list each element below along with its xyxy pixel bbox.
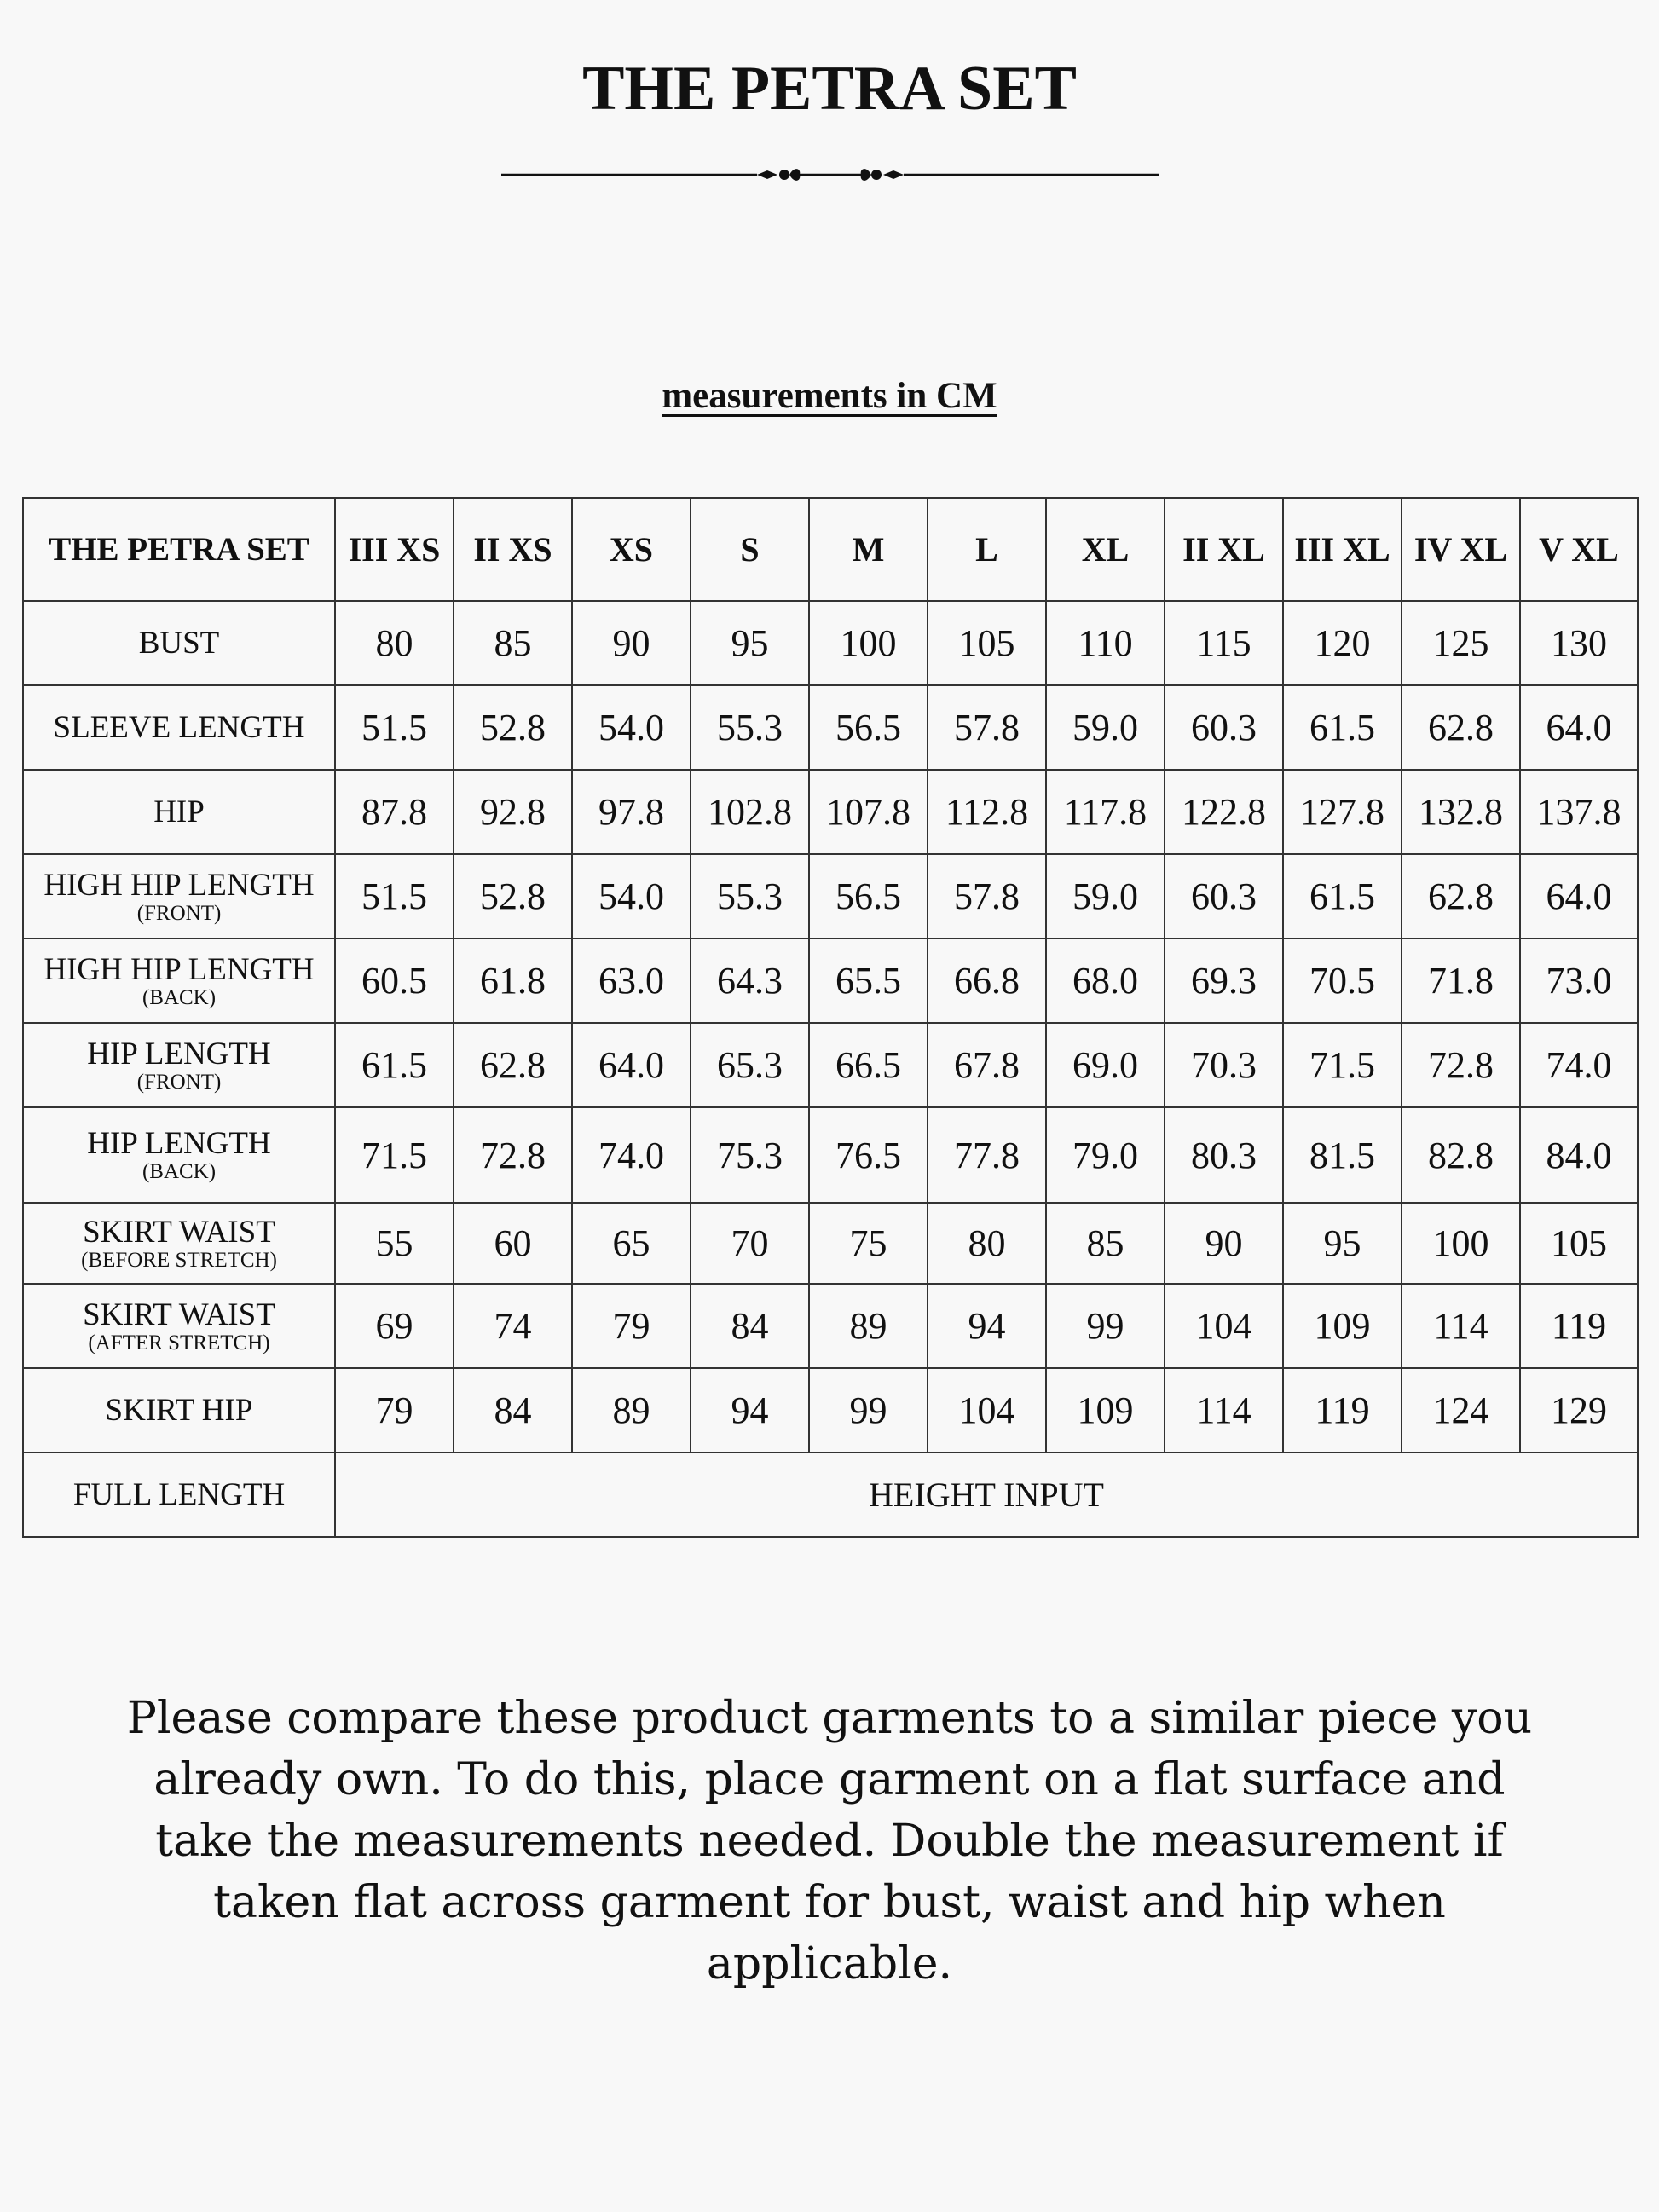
row-label <box>23 1107 335 1203</box>
table-row <box>23 1203 1638 1284</box>
size-header: IV XL <box>1402 498 1520 601</box>
measurement-cell: 115 <box>1165 601 1283 685</box>
measurement-cell: 79 <box>335 1368 454 1453</box>
measurement-cell: 94 <box>691 1368 809 1453</box>
measurement-cell: 71.5 <box>335 1107 454 1203</box>
measurement-cell: 66.5 <box>809 1023 928 1107</box>
measurement-cell: 64.0 <box>1520 854 1638 939</box>
measurement-cell: 77.8 <box>928 1107 1046 1203</box>
measurement-cell: 107.8 <box>809 770 928 854</box>
measurement-cell: 65.3 <box>691 1023 809 1107</box>
row-label: FULL LENGTH <box>23 1453 335 1537</box>
measurement-cell: 80 <box>335 601 454 685</box>
measurement-cell: 54.0 <box>572 685 691 770</box>
row-label-note: (BACK) <box>142 985 217 1009</box>
table-row <box>23 685 1638 770</box>
measurement-cell: 104 <box>1165 1284 1283 1368</box>
measurement-cell: 70.5 <box>1283 939 1402 1023</box>
row-label-note: (AFTER STRETCH) <box>88 1331 270 1354</box>
measurement-cell: 74.0 <box>1520 1023 1638 1107</box>
measurement-cell: 119 <box>1520 1284 1638 1368</box>
measurement-cell: 90 <box>1165 1203 1283 1284</box>
row-label <box>23 1023 335 1107</box>
measurement-cell: 65.5 <box>809 939 928 1023</box>
full-length-value: HEIGHT INPUT <box>335 1453 1638 1537</box>
measurement-cell: 52.8 <box>454 685 572 770</box>
row-label-text: SKIRT HIP <box>105 1392 253 1428</box>
size-header: XL <box>1046 498 1165 601</box>
table-row <box>23 1107 1638 1203</box>
measurement-cell: 71.8 <box>1402 939 1520 1023</box>
row-label-note: (FRONT) <box>136 1070 222 1094</box>
measurement-cell: 89 <box>572 1368 691 1453</box>
measurement-cell: 76.5 <box>809 1107 928 1203</box>
measurement-cell: 104 <box>928 1368 1046 1453</box>
row-label <box>23 939 335 1023</box>
size-header: XS <box>572 498 691 601</box>
measurement-cell: 95 <box>1283 1203 1402 1284</box>
measurement-cell: 72.8 <box>1402 1023 1520 1107</box>
measurement-cell: 57.8 <box>928 685 1046 770</box>
measurement-cell: 90 <box>572 601 691 685</box>
measurement-cell: 59.0 <box>1046 685 1165 770</box>
measurement-cell: 122.8 <box>1165 770 1283 854</box>
measurement-cell: 55 <box>335 1203 454 1284</box>
measurement-cell: 117.8 <box>1046 770 1165 854</box>
measurement-cell: 61.5 <box>1283 685 1402 770</box>
measurement-cell: 52.8 <box>454 854 572 939</box>
measurement-cell: 60.3 <box>1165 685 1283 770</box>
measurement-cell: 69.3 <box>1165 939 1283 1023</box>
measurement-cell: 84 <box>691 1284 809 1368</box>
row-label-text: HIP LENGTH <box>87 1126 271 1161</box>
measurement-cell: 56.5 <box>809 685 928 770</box>
measurement-cell: 114 <box>1165 1368 1283 1453</box>
measurement-cell: 95 <box>691 601 809 685</box>
measurement-cell: 61.8 <box>454 939 572 1023</box>
row-label-text: HIGH HIP LENGTH <box>43 951 315 987</box>
row-label-note: (FRONT) <box>136 901 222 925</box>
measurement-cell: 63.0 <box>572 939 691 1023</box>
measurement-cell: 70.3 <box>1165 1023 1283 1107</box>
measurement-cell: 70 <box>691 1203 809 1284</box>
measurement-cell: 120 <box>1283 601 1402 685</box>
measurement-cell: 132.8 <box>1402 770 1520 854</box>
table-row <box>23 1023 1638 1107</box>
row-label <box>23 854 335 939</box>
measurement-cell: 105 <box>1520 1203 1638 1284</box>
measurement-cell: 127.8 <box>1283 770 1402 854</box>
measurement-cell: 80 <box>928 1203 1046 1284</box>
measurement-cell: 84.0 <box>1520 1107 1638 1203</box>
measurement-cell: 100 <box>1402 1203 1520 1284</box>
measurement-cell: 79.0 <box>1046 1107 1165 1203</box>
measurement-cell: 62.8 <box>454 1023 572 1107</box>
table-row <box>23 854 1638 939</box>
measurement-cell: 82.8 <box>1402 1107 1520 1203</box>
row-label-note: (BACK) <box>142 1160 217 1183</box>
measurement-cell: 114 <box>1402 1284 1520 1368</box>
measurement-cell: 79 <box>572 1284 691 1368</box>
measurement-cell: 81.5 <box>1283 1107 1402 1203</box>
measurement-cell: 65 <box>572 1203 691 1284</box>
measurement-cell: 73.0 <box>1520 939 1638 1023</box>
size-header: III XS <box>335 498 454 601</box>
measurement-cell: 51.5 <box>335 685 454 770</box>
measurement-cell: 99 <box>809 1368 928 1453</box>
size-chart-table <box>22 497 1639 1538</box>
row-label-text: BUST <box>138 625 220 661</box>
row-label-text: HIP LENGTH <box>87 1036 271 1071</box>
table-row-full-length <box>23 1453 1638 1537</box>
measurement-cell: 69 <box>335 1284 454 1368</box>
measurement-cell: 112.8 <box>928 770 1046 854</box>
measurement-cell: 62.8 <box>1402 854 1520 939</box>
row-label-text: HIP <box>153 794 205 829</box>
measurement-cell: 75 <box>809 1203 928 1284</box>
size-header: L <box>928 498 1046 601</box>
measurement-cell: 130 <box>1520 601 1638 685</box>
measurement-cell: 85 <box>1046 1203 1165 1284</box>
measurement-cell: 129 <box>1520 1368 1638 1453</box>
table-body <box>23 601 1638 1537</box>
measurement-cell: 60.3 <box>1165 854 1283 939</box>
measurement-cell: 61.5 <box>1283 854 1402 939</box>
measurement-cell: 97.8 <box>572 770 691 854</box>
row-label <box>23 1368 335 1453</box>
row-label <box>23 601 335 685</box>
measurement-cell: 54.0 <box>572 854 691 939</box>
row-label-note: (BEFORE STRETCH) <box>81 1248 277 1272</box>
measurement-cell: 60.5 <box>335 939 454 1023</box>
table-row <box>23 939 1638 1023</box>
ornamental-divider <box>501 162 1159 188</box>
measurement-cell: 56.5 <box>809 854 928 939</box>
measurement-cell: 94 <box>928 1284 1046 1368</box>
measurement-cell: 74.0 <box>572 1107 691 1203</box>
measurement-cell: 85 <box>454 601 572 685</box>
measurement-cell: 68.0 <box>1046 939 1165 1023</box>
size-header: III XL <box>1283 498 1402 601</box>
measurement-cell: 57.8 <box>928 854 1046 939</box>
measurement-cell: 87.8 <box>335 770 454 854</box>
measurement-cell: 66.8 <box>928 939 1046 1023</box>
measurement-cell: 74 <box>454 1284 572 1368</box>
table-row <box>23 1284 1638 1368</box>
size-header: V XL <box>1520 498 1638 601</box>
size-header: II XS <box>454 498 572 601</box>
measurement-cell: 59.0 <box>1046 854 1165 939</box>
table-row <box>23 601 1638 685</box>
measurement-cell: 105 <box>928 601 1046 685</box>
measurement-cell: 67.8 <box>928 1023 1046 1107</box>
measurement-cell: 64.3 <box>691 939 809 1023</box>
row-label <box>23 685 335 770</box>
measurement-cell: 109 <box>1283 1284 1402 1368</box>
measurement-cell: 109 <box>1046 1368 1165 1453</box>
units-subtitle: measurements in CM <box>662 376 997 416</box>
table-row <box>23 1368 1638 1453</box>
row-label-text: HIGH HIP LENGTH <box>43 867 315 903</box>
measurement-cell: 64.0 <box>572 1023 691 1107</box>
measurement-cell: 84 <box>454 1368 572 1453</box>
measurement-cell: 51.5 <box>335 854 454 939</box>
measurement-cell: 99 <box>1046 1284 1165 1368</box>
row-label <box>23 1284 335 1368</box>
measurement-cell: 92.8 <box>454 770 572 854</box>
measurement-cell: 72.8 <box>454 1107 572 1203</box>
size-header: S <box>691 498 809 601</box>
measurement-cell: 125 <box>1402 601 1520 685</box>
row-label <box>23 1203 335 1284</box>
measurement-cell: 64.0 <box>1520 685 1638 770</box>
measurement-cell: 75.3 <box>691 1107 809 1203</box>
measurement-cell: 62.8 <box>1402 685 1520 770</box>
page-title: THE PETRA SET <box>582 54 1077 124</box>
measurement-cell: 137.8 <box>1520 770 1638 854</box>
measurement-cell: 100 <box>809 601 928 685</box>
measurement-cell: 69.0 <box>1046 1023 1165 1107</box>
measuring-instructions: Please compare these product garments to a similar piece you already own. To do this, place garment on a flat surface and take the measurements needed. Double the measurement if taken flat across garment for bust, waist and hip when applicable. <box>126 1693 1533 1990</box>
row-label <box>23 770 335 854</box>
measurement-cell: 60 <box>454 1203 572 1284</box>
row-label-text: SLEEVE LENGTH <box>53 709 305 745</box>
table-corner-label: THE PETRA SET <box>23 498 335 601</box>
table-header-row <box>23 498 1638 601</box>
measurement-cell: 119 <box>1283 1368 1402 1453</box>
measurement-cell: 110 <box>1046 601 1165 685</box>
table-row <box>23 770 1638 854</box>
measurement-cell: 80.3 <box>1165 1107 1283 1203</box>
measurement-cell: 89 <box>809 1284 928 1368</box>
measurement-cell: 102.8 <box>691 770 809 854</box>
size-header: II XL <box>1165 498 1283 601</box>
measurement-cell: 55.3 <box>691 854 809 939</box>
measurement-cell: 55.3 <box>691 685 809 770</box>
size-header: M <box>809 498 928 601</box>
measurement-cell: 71.5 <box>1283 1023 1402 1107</box>
row-label-text: SKIRT WAIST <box>83 1214 275 1250</box>
measurement-cell: 61.5 <box>335 1023 454 1107</box>
row-label-text: SKIRT WAIST <box>83 1297 275 1332</box>
measurement-cell: 124 <box>1402 1368 1520 1453</box>
